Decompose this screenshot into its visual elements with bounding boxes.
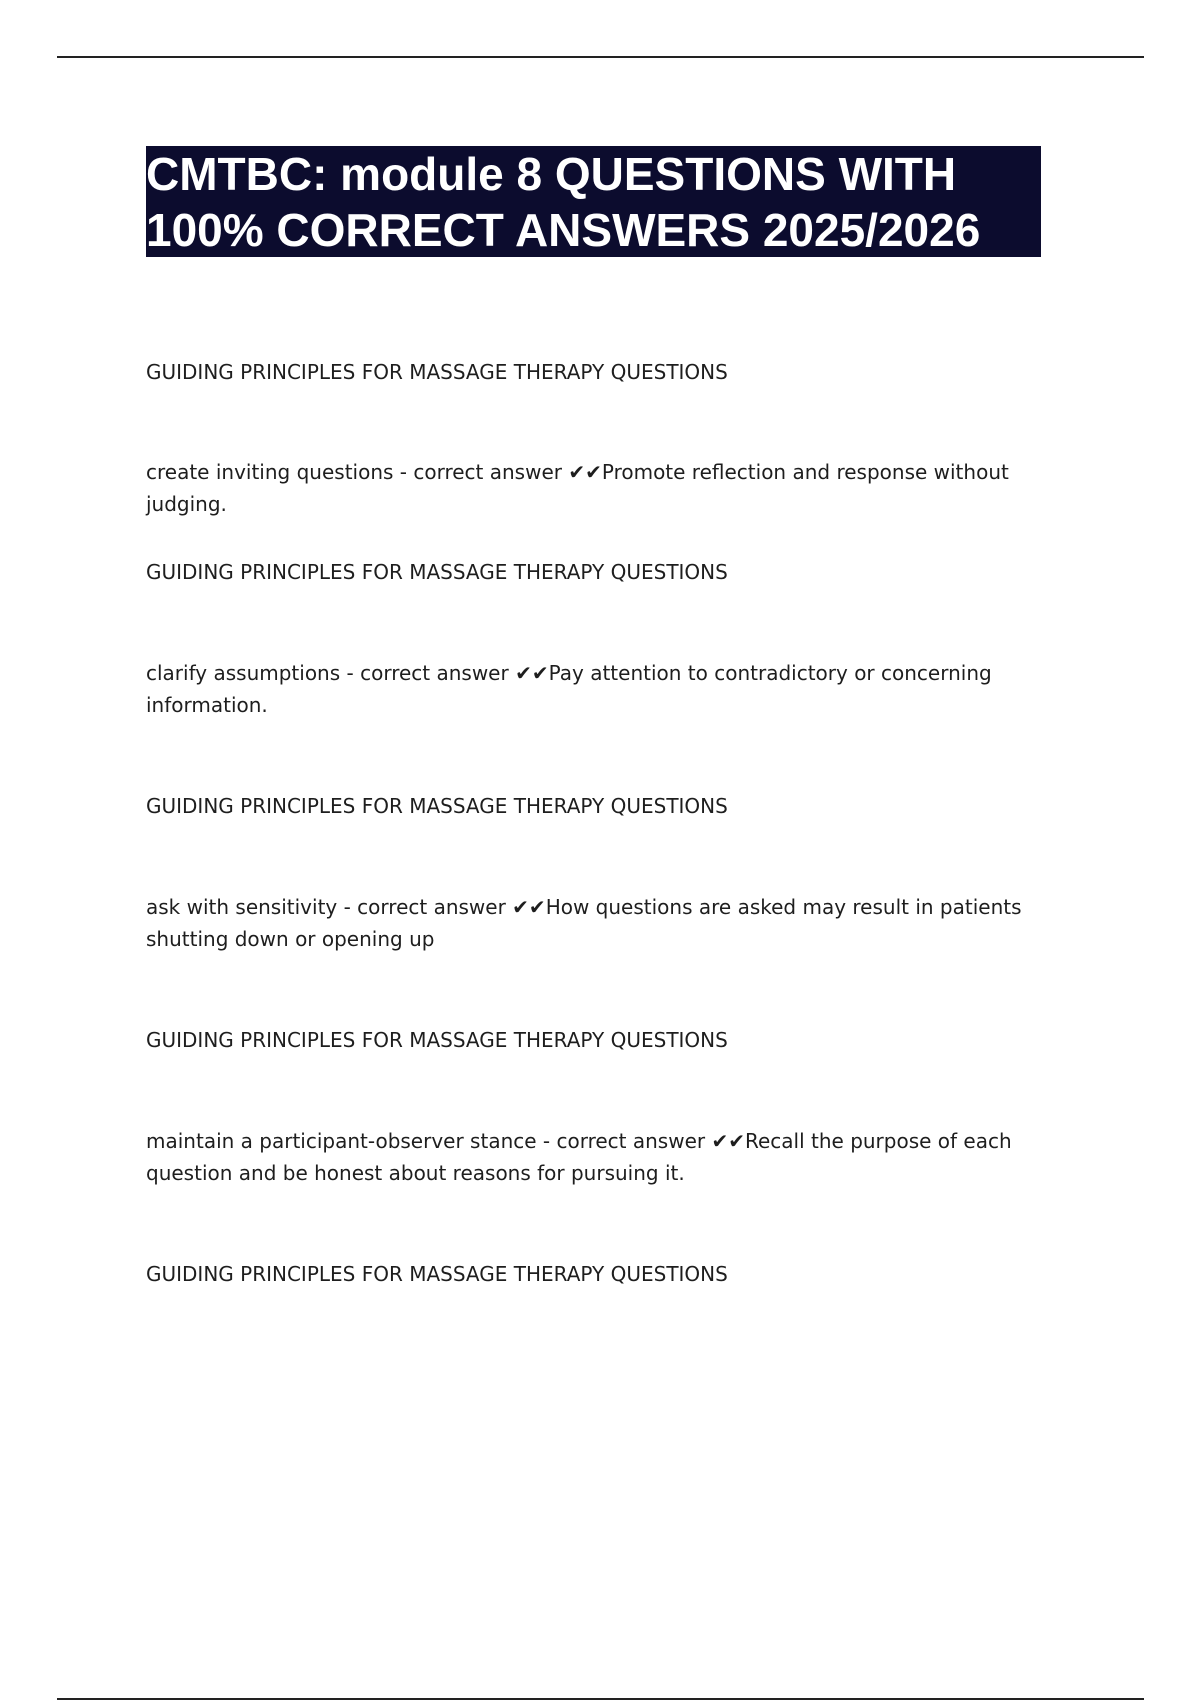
header-rule (57, 56, 1144, 58)
checkmark-icon: ✔✔ (512, 895, 546, 919)
document-title-line-1: CMTBC: module 8 QUESTIONS WITH (146, 148, 957, 200)
qa-answer: How questions are asked may result in patients shutting down or opening up (146, 895, 1022, 951)
section-heading: GUIDING PRINCIPLES FOR MASSAGE THERAPY QUESTIONS (146, 560, 728, 584)
qa-separator: - correct answer (340, 661, 516, 685)
checkmark-icon: ✔✔ (515, 661, 549, 685)
qa-answer: Pay attention to contradictory or concerning information. (146, 661, 992, 717)
checkmark-icon: ✔✔ (568, 460, 602, 484)
section-heading: GUIDING PRINCIPLES FOR MASSAGE THERAPY QUESTIONS (146, 360, 728, 384)
qa-item (146, 657, 1096, 721)
qa-answer: Promote reflection and response without judging. (146, 460, 1009, 516)
section-heading: GUIDING PRINCIPLES FOR MASSAGE THERAPY QUESTIONS (146, 1262, 728, 1286)
qa-question: ask with sensitivity (146, 895, 338, 919)
qa-separator: - correct answer (536, 1129, 712, 1153)
qa-item (146, 891, 1096, 955)
document-title-line-2: 100% CORRECT ANSWERS 2025/2026 (146, 204, 981, 256)
section-heading: GUIDING PRINCIPLES FOR MASSAGE THERAPY QUESTIONS (146, 1028, 728, 1052)
checkmark-icon: ✔✔ (711, 1129, 745, 1153)
section-heading: GUIDING PRINCIPLES FOR MASSAGE THERAPY QUESTIONS (146, 794, 728, 818)
document-title-banner (146, 146, 1041, 257)
qa-question: clarify assumptions (146, 661, 341, 685)
qa-item (146, 1125, 1096, 1189)
qa-separator: - correct answer (337, 895, 513, 919)
qa-separator: - correct answer (393, 460, 569, 484)
qa-question: maintain a participant-observer stance (146, 1129, 537, 1153)
qa-question: create inviting questions (146, 460, 394, 484)
qa-answer: Recall the purpose of each question and be honest about reasons for pursuing it. (146, 1129, 1012, 1185)
qa-item (146, 456, 1096, 520)
